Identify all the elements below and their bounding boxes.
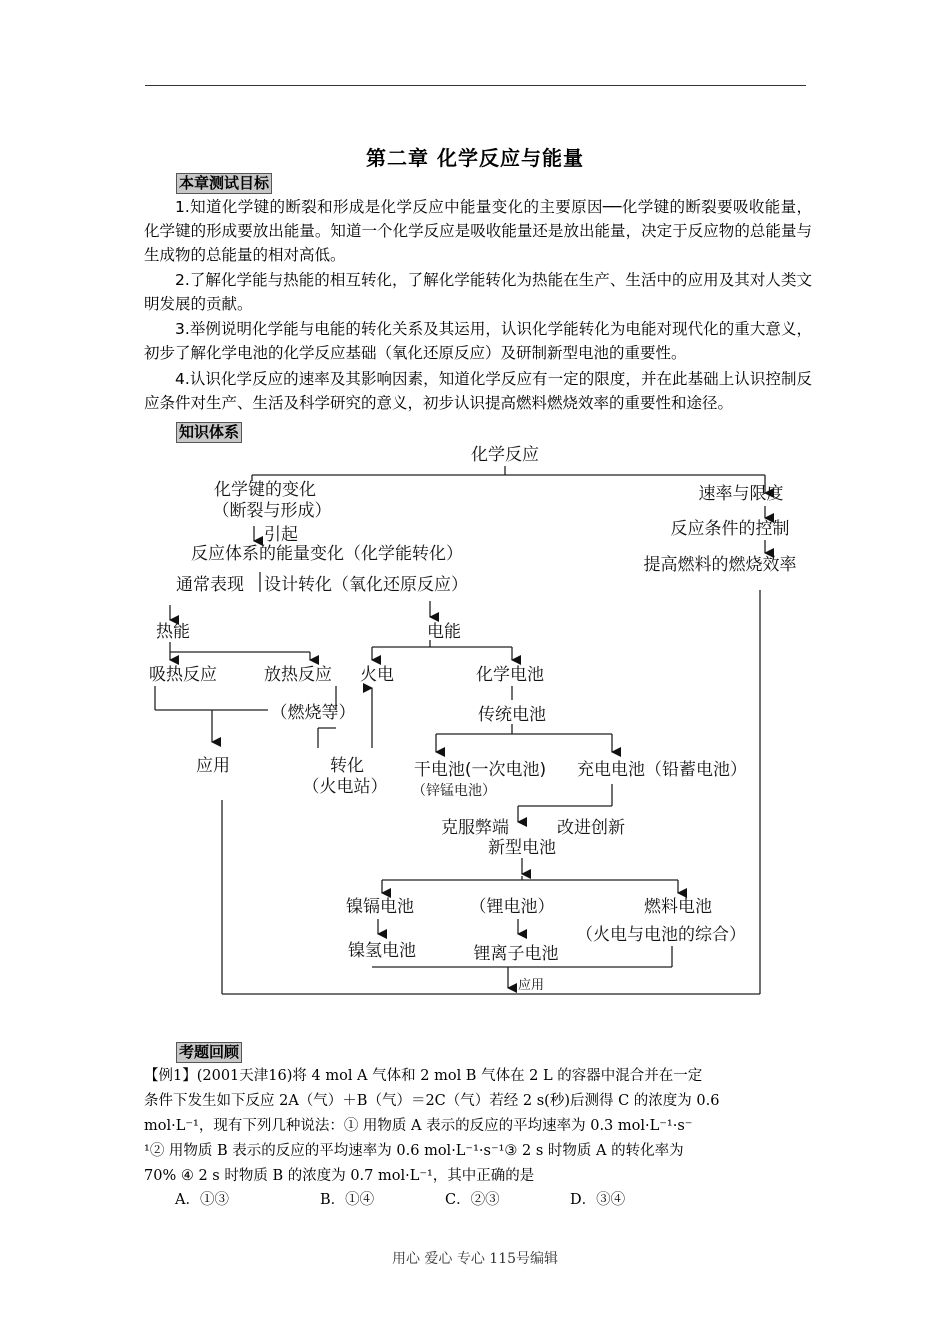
objective-2: 2.了解化学能与热能的相互转化，了解化学能转化为热能在生产、生活中的应用及其对人类文明发展的贡献。 <box>144 271 812 313</box>
node-rechargeable: 充电电池（铅蓄电池） <box>577 760 747 780</box>
objectives-heading: 本章测试目标 <box>176 173 272 194</box>
choice-a: A．①③ <box>175 1192 229 1208</box>
objective-3: 3.举例说明化学能与电能的转化关系及其运用，认识化学能转化为电能对现代化的重大意义，初步了解化学电池的化学反应基础（氧化还原反应）及研制新型电池的重要性。 <box>144 320 812 362</box>
label-fuel-desc: （火电与电池的综合） <box>576 925 746 945</box>
example-line-4: ¹② 用物质 B 表示的反应的平均速率为 0.6 mol·L⁻¹·s⁻¹③ 2 s 时物质 A 的转化率为 <box>144 1143 684 1159</box>
objective-1: 1.知道化学键的断裂和形成是化学反应中能量变化的主要原因──化学键的断裂要吸收能量，化学键的形成要放出能量。知道一个化学反应是吸收能量还是放出能量，决定于反应物的总能量与生成物的总能量的相对高低。 <box>144 198 812 264</box>
choice-c: C．②③ <box>445 1192 500 1208</box>
node-endothermic: 吸热反应 <box>149 665 217 685</box>
node-root: 化学反应 <box>471 445 539 465</box>
label-cause: 引起 <box>264 525 298 545</box>
answer-choices <box>175 1188 735 1214</box>
label-combustion: （燃烧等） <box>270 703 356 723</box>
node-exothermic: 放热反应 <box>264 665 332 685</box>
node-convert: 转化 <box>330 756 364 776</box>
node-rate-limit: 速率与限度 <box>698 484 784 504</box>
node-electric: 电能 <box>427 622 461 642</box>
node-lithium: （锂电池） <box>469 897 555 917</box>
node-fuel-cell: 燃料电池 <box>644 897 712 917</box>
objective-4: 4.认识化学反应的速率及其影响因素，知道化学反应有一定的限度，并在此基础上认识控制反应条件对生产、生活及科学研究的意义，初步认识提高燃料燃烧效率的重要性和途径。 <box>144 370 812 412</box>
example-line-1: 【例1】(2001天津16)将 4 mol A 气体和 2 mol B 气体在 2 L 的容器中混合并在一定 <box>144 1068 703 1084</box>
choice-d: D．③④ <box>570 1192 626 1208</box>
label-improve: 改进创新 <box>557 818 625 838</box>
knowledge-heading: 知识体系 <box>176 422 242 443</box>
node-traditional-battery: 传统电池 <box>478 705 546 725</box>
example-line-5: 70% ④ 2 s 时物质 B 的浓度为 0.7 mol·L⁻¹，其中正确的是 <box>144 1168 535 1184</box>
node-break-form: （断裂与形成） <box>212 501 332 521</box>
node-thermal-power: 火电 <box>360 665 394 685</box>
node-energy-change: 反应体系的能量变化（化学能转化） <box>191 544 463 564</box>
review-heading: 考题回顾 <box>176 1042 242 1063</box>
page-footer: 用心 爱心 专心 115号编辑 <box>391 1251 559 1267</box>
label-apply-bottom: 应用 <box>518 978 545 993</box>
node-chem-battery: 化学电池 <box>476 665 544 685</box>
label-overcome: 克服弊端 <box>441 818 509 838</box>
label-power-station: （火电站） <box>302 777 388 797</box>
node-control: 反应条件的控制 <box>670 519 790 539</box>
choice-b: B．①④ <box>320 1192 375 1208</box>
label-design: 设计转化（氧化还原反应） <box>264 575 468 595</box>
node-li-ion: 锂离子电池 <box>473 944 559 964</box>
node-application: 应用 <box>196 756 230 776</box>
example-line-3: mol·L⁻¹，现有下列几种说法：① 用物质 A 表示的反应的平均速率为 0.3 mol·L⁻¹·s⁻ <box>144 1118 693 1134</box>
label-usual: 通常表现 <box>176 575 244 595</box>
node-efficiency: 提高燃料的燃烧效率 <box>643 555 797 575</box>
node-nimh: 镍氢电池 <box>348 941 416 961</box>
node-nicd: 镍镉电池 <box>346 897 414 917</box>
example-line-2: 条件下发生如下反应 2A（气）＋B（气）＝2C（气）若经 2 s(秒)后测得 C 的浓度为 0.6 <box>144 1093 720 1109</box>
node-dry-cell: 干电池(一次电池) <box>413 760 547 780</box>
chapter-title: 第二章 化学反应与能量 <box>366 146 584 170</box>
label-zinc-mn: （锌锰电池） <box>412 783 496 799</box>
diagram-labels <box>149 445 797 993</box>
node-new-battery: 新型电池 <box>488 838 556 858</box>
node-bond-change: 化学键的变化 <box>214 480 316 500</box>
node-heat: 热能 <box>156 622 190 642</box>
